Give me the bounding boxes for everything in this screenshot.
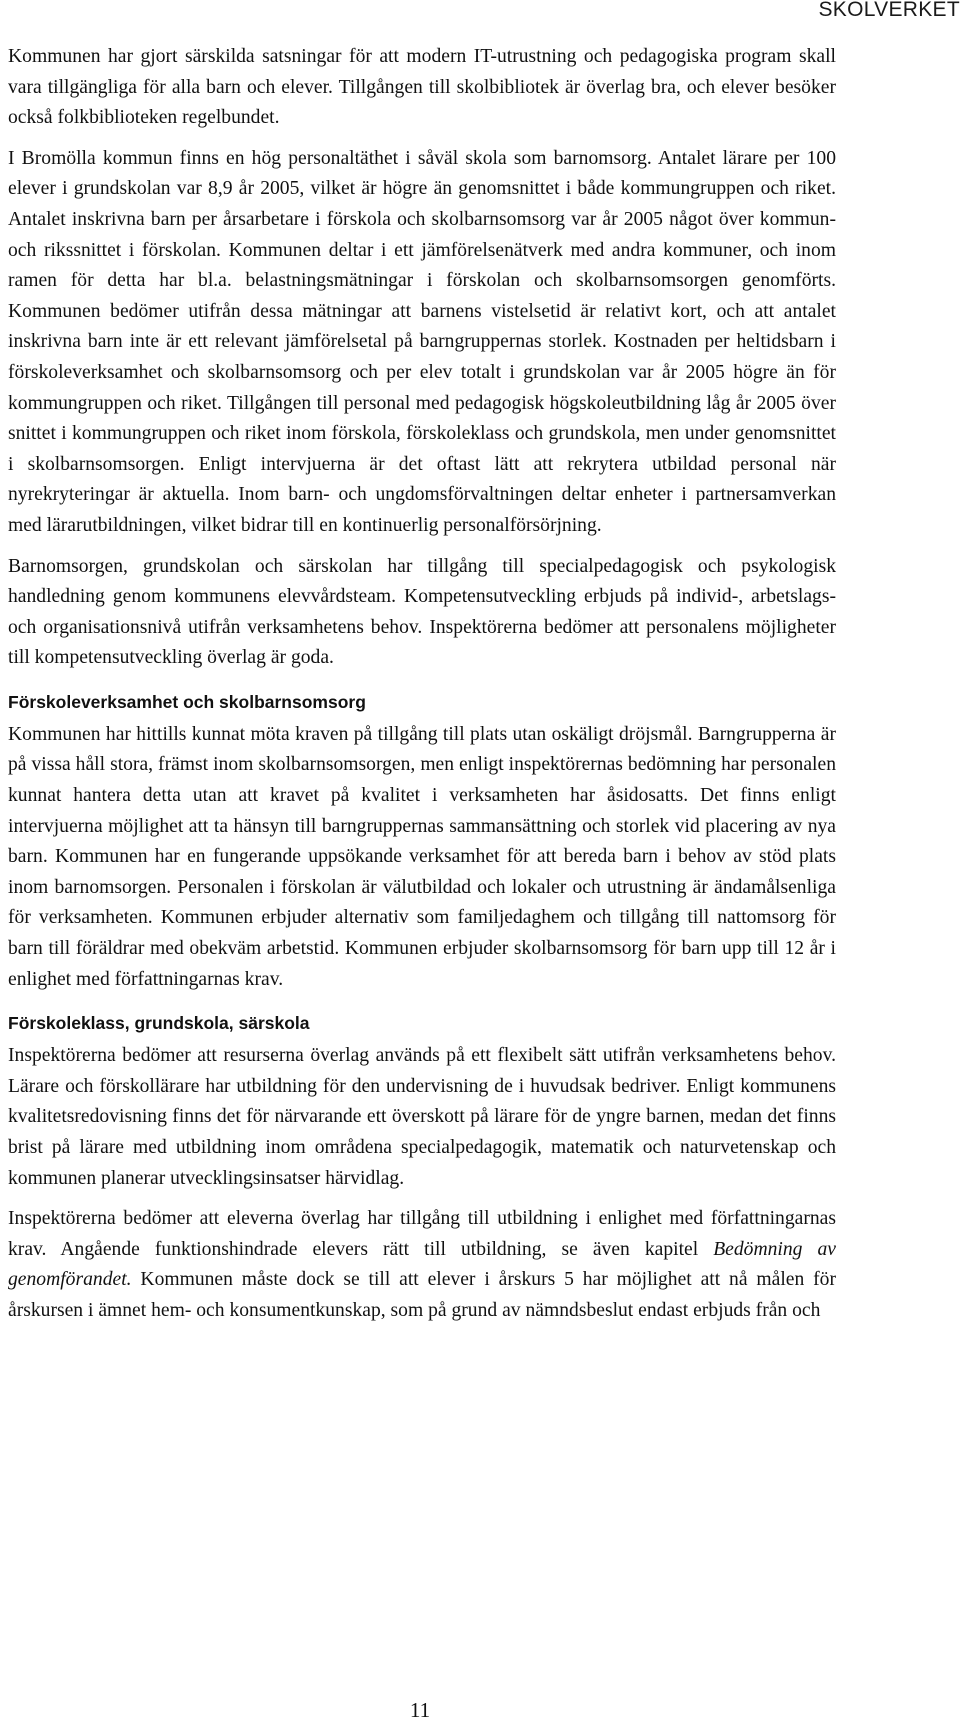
- paragraph: Kommunen har gjort särskilda satsningar för att modern IT-utrustning och pedagogiska program skall vara tillgängliga för alla barn och elever. Tillgången till skolbibliotek är överlag bra, och elever besöker också folkbiblioteken regelbundet.: [8, 46, 836, 129]
- paragraph-text: Kommunen måste dock se till att elever i årskurs 5 har möjlighet att nå målen för årskursen i ämnet hem- och konsumentkunskap, som på grund av nämndsbeslut endast erbjuds från och: [8, 1269, 836, 1321]
- paragraph: Kommunen har hittills kunnat möta kraven på tillgång till plats utan oskäligt dröjsmål. Barngrupperna är på vissa håll stora, främst inom skolbarnsomsorgen, men enligt inspektörernas bedömning har personalen kunnat hantera detta utan att kravet på kvalitet i verksamheten har åsidosatts. Det finns enligt intervjuerna möjlighet att ta hänsyn till barngruppernas sammansättning och storlek vid placering av nya barn. Kommunen har en fungerande uppsökande verksamhet för att bereda barn i behov av stöd plats inom barnomsorgen. Personalen i förskolan är välutbildad och lokaler och utrustning är ändamålsenliga för verksamheten. Kommunen erbjuder alternativ som familjedaghem och tillgång till nattomsorg för barn till föräldrar med obekväm arbetstid. Kommunen erbjuder skolbarnsomsorg för barn upp till 12 år i enlighet med författningarnas krav.: [8, 723, 836, 990]
- paragraph: [8, 1204, 836, 1326]
- chapter-reference: Bedömning av genomförandet.: [8, 1238, 836, 1291]
- page-number: 11: [409, 1698, 431, 1722]
- agency-header: SKOLVERKET: [818, 0, 960, 21]
- paragraph: Barnomsorgen, grundskolan och särskolan har tillgång till specialpedagogisk och psykologisk handledning genom kommunens elevvårdsteam. Kompetensutveckling erbjuds på individ-, arbetslags- och organisationsnivå utifrån verksamhetens behov. Inspektörerna bedömer att personalens möjligheter till kompetensutveckling överlag är goda.: [8, 555, 836, 669]
- section-heading: Förskoleklass, grundskola, särskola: [8, 1013, 310, 1034]
- paragraph: Inspektörerna bedömer att resurserna överlag används på ett flexibelt sätt utifrån verksamhetens behov. Lärare och förskollärare har utbildning för den undervisning de i huvudsak bedriver. Enligt kommunens kvalitetsredovisning finns det för närvarande ett överskott på lärare för de yngre barnen, medan det finns brist på lärare med utbildning inom områdena specialpedagogik, matematik och naturvetenskap och kommunen planerar utvecklingsinsatser härvidlag.: [8, 1045, 836, 1189]
- section-heading: Förskoleverksamhet och skolbarnsomsorg: [8, 691, 366, 712]
- paragraph-text: Inspektörerna bedömer att eleverna överlag har tillgång till utbildning i enlighet med författningarnas krav. Angående funktionshindrade elevers rätt till utbildning, se även kapitel: [8, 1208, 836, 1260]
- document-body: [8, 42, 836, 1337]
- paragraph: I Bromölla kommun finns en hög personaltäthet i såväl skola som barnomsorg. Antalet lärare per 100 elever i grundskolan var 8,9 år 2005, vilket är högre än genomsnittet i både kommungruppen och riket. Antalet inskrivna barn per årsarbetare i förskola och skolbarnsomsorg var år 2005 något över kommun- och rikssnittet i förskolan. Kommunen deltar i ett jämförelsenätverk med andra kommuner, och inom ramen för detta har bl.a. belastningsmätningar i förskolan och skolbarnsomsorgen genomförts. Kommunen bedömer utifrån dessa mätningar att barnens vistelsetid är relativt kort, och att antalet inskrivna barn inte är ett relevant jämförelsetal på barngruppernas storlek. Kostnaden per heltidsbarn i förskoleverksamhet och skolbarnsomsorg och per elev totalt i grundskolan var år 2005 högre än för kommungruppen och riket. Tillgången till personal med pedagogisk högskoleutbildning låg år 2005 över snittet i kommungruppen och riket inom förskola, förskoleklass och grundskola, men under genomsnittet i skolbarnsomsorgen. Enligt intervjuerna är det oftast lätt att rekrytera utbildad personal när nyrekryteringar är aktuella. Inom barn- och ungdomsförvaltningen deltar enheter i partnersamverkan med lärarutbildningen, vilket bidrar till en kontinuerlig personalförsörjning.: [8, 147, 836, 536]
